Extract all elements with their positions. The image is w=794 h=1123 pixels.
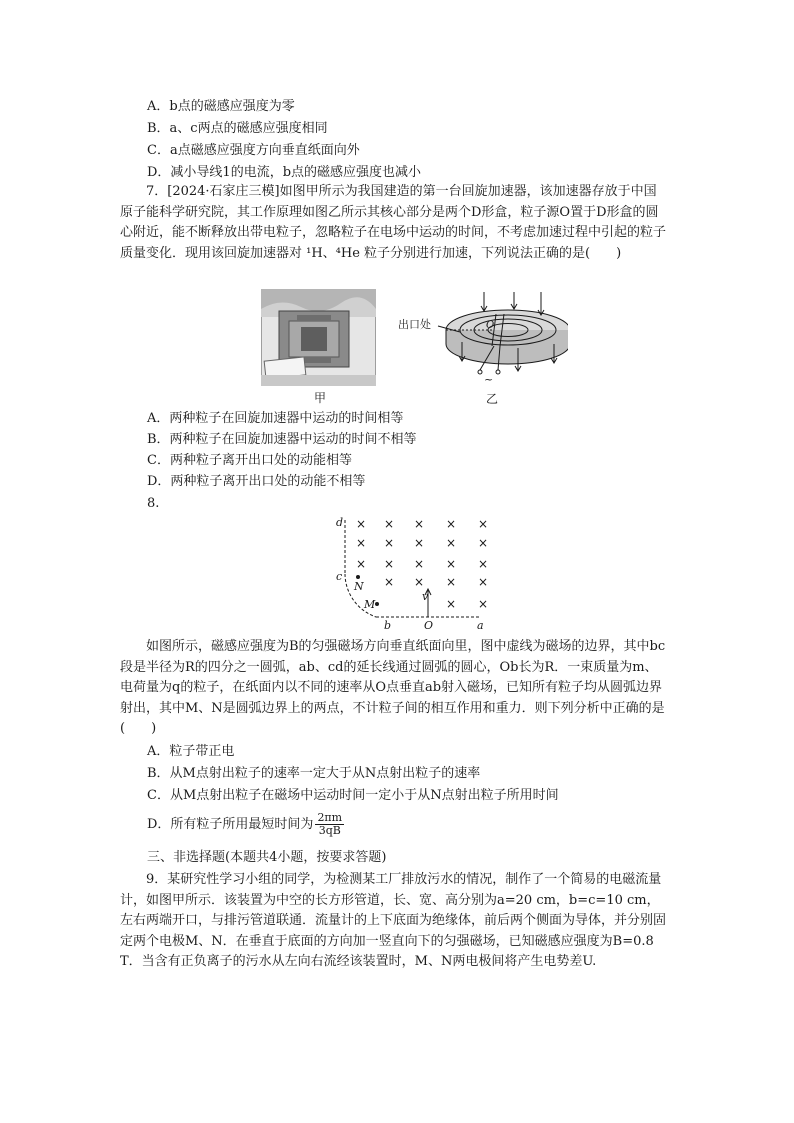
field-cross-mark: × bbox=[384, 575, 395, 589]
q7-figure-jia bbox=[261, 289, 376, 386]
shortest-time-fraction bbox=[315, 812, 344, 837]
q7-figure-yi bbox=[398, 286, 568, 386]
q7-stem: 7．[2024·石家庄三模]如图甲所示为我国建造的第一台回旋加速器，该加速器存放于中国原子能科学研究院，其工作原理如图乙所示其核心部分是两个D形盒，粒子源O置于D形盒的圆心附近，能不断释放出带电粒子，忽略粒子在电场中运动的时间，不考虑加速过程中引起的粒子质量变化．现用该回旋加速器对 ¹H、⁴He 粒子分别进行加速，下列说法正确的是( ) bbox=[120, 184, 667, 261]
section-heading: 三、非选择题(本题共4小题，按要求答题) bbox=[147, 850, 387, 865]
fraction-numerator: 2πm bbox=[317, 811, 343, 824]
label-O: O bbox=[424, 619, 434, 632]
field-cross-mark: × bbox=[356, 536, 367, 550]
q6-option-a: A．b点的磁感应强度为零 bbox=[147, 99, 295, 114]
field-cross-mark: × bbox=[414, 557, 425, 571]
magnetic-field-diagram bbox=[330, 512, 495, 634]
label-M: M bbox=[364, 598, 376, 611]
q8-stem: 如图所示，磁感应强度为B的匀强磁场方向垂直纸面向里，图中虚线为磁场的边界，其中bc段是半径为R的四分之一圆弧，ab、cd的延长线通过圆弧的圆心，Ob长为R．一束质量为m、电荷量为q的粒子，在纸面内以不同的速率从O点垂直ab射入磁场，已知所有粒子均从圆弧边界射出，其中M、N是圆弧边界上的两点，不计粒子间的相互作用和重力．则下列分析中正确的是( ) bbox=[120, 639, 666, 736]
field-cross-mark: × bbox=[414, 536, 425, 550]
cyclotron-photo bbox=[261, 289, 376, 386]
q7-option-c: C．两种粒子离开出口处的动能相等 bbox=[147, 453, 352, 468]
field-cross-mark: × bbox=[384, 557, 395, 571]
q7-figure-jia-caption: 甲 bbox=[314, 391, 327, 405]
q8-option-c: C．从M点射出粒子在磁场中运动时间一定小于从N点射出粒子所用时间 bbox=[147, 788, 559, 803]
field-cross-mark: × bbox=[384, 517, 395, 531]
fraction-denominator: 3qB bbox=[318, 824, 341, 837]
field-cross-mark: × bbox=[446, 517, 457, 531]
d-box-diagram bbox=[398, 286, 568, 386]
field-cross-mark: × bbox=[478, 575, 489, 589]
q9-stem: 9．某研究性学习小组的同学，为检测某工厂排放污水的情况，制作了一个简易的电磁流量计，如图甲所示．该装置为中空的长方形管道，长、宽、高分别为a=20 cm，b=c=10 cm，左右两端开口，与排污管道联通．流量计的上下底面为绝缘体，前后两个侧面为导体，并分别固定两个电极M、N．在垂直于底面的方向加一竖直向下的匀强磁场，已知磁感应强度为B=0.8 T．当含有正负离子的污水从左向右流经该装置时，M、N两电极间将产生电势差U. bbox=[120, 872, 667, 969]
q6-option-c: C．a点磁感应强度方向垂直纸面向外 bbox=[147, 143, 360, 158]
field-cross-mark: × bbox=[414, 575, 425, 589]
field-cross-mark: × bbox=[356, 517, 367, 531]
q8-option-d-text: D．所有粒子所用最短时间为 bbox=[147, 817, 314, 832]
q8-option-d bbox=[147, 810, 344, 840]
q8-number: 8. bbox=[147, 496, 160, 511]
field-cross-mark: × bbox=[356, 557, 367, 571]
q7-figure-yi-caption: 乙 bbox=[486, 392, 499, 406]
field-cross-mark: × bbox=[478, 517, 489, 531]
q7-option-a: A．两种粒子在回旋加速器中运动的时间相等 bbox=[147, 411, 404, 426]
label-v: v bbox=[422, 590, 429, 603]
q8-figure bbox=[330, 512, 495, 634]
q6-option-d: D．减小导线1的电流，b点的磁感应强度也减小 bbox=[147, 165, 422, 180]
ac-source-label: ~ bbox=[484, 373, 494, 386]
q7-option-d: D．两种粒子离开出口处的动能不相等 bbox=[147, 474, 366, 489]
field-cross-mark: × bbox=[478, 597, 489, 611]
origin-label: O bbox=[486, 320, 495, 331]
label-b: b bbox=[384, 619, 392, 632]
field-cross-mark: × bbox=[384, 536, 395, 550]
field-cross-mark: × bbox=[446, 557, 457, 571]
exit-label: 出口处 bbox=[398, 318, 431, 331]
q6-option-b: B．a、c两点的磁感应强度相同 bbox=[147, 121, 328, 136]
label-N: N bbox=[354, 580, 364, 593]
label-a: a bbox=[477, 619, 484, 632]
label-d: d bbox=[336, 516, 344, 529]
field-cross-mark: × bbox=[446, 597, 457, 611]
field-cross-mark: × bbox=[478, 536, 489, 550]
label-c: c bbox=[336, 570, 343, 583]
q8-option-b: B．从M点射出粒子的速率一定大于从N点射出粒子的速率 bbox=[147, 766, 481, 781]
field-cross-mark: × bbox=[478, 557, 489, 571]
field-cross-mark: × bbox=[446, 575, 457, 589]
q8-option-a: A．粒子带正电 bbox=[147, 744, 235, 759]
q7-option-b: B．两种粒子在回旋加速器中运动的时间不相等 bbox=[147, 432, 417, 447]
field-cross-mark: × bbox=[414, 517, 425, 531]
field-cross-mark: × bbox=[446, 536, 457, 550]
